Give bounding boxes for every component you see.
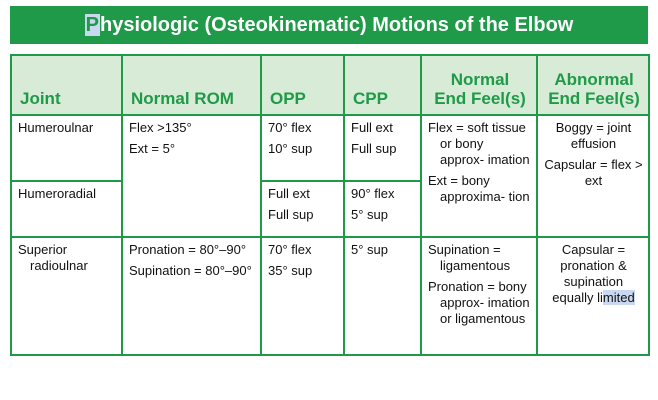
header-opp: OPP: [261, 55, 344, 115]
header-row: [11, 55, 649, 115]
aef-capsular-humeral: Capsular = flex > ext: [544, 157, 643, 188]
opp-radioulnar-2: 35° sup: [268, 263, 313, 278]
title-first-letter: P: [85, 14, 99, 36]
cell-opp-superior-radioulnar: [261, 237, 344, 355]
aef-highlighted-text: mited: [602, 290, 635, 305]
rom-supination: Supination = 80°–90°: [129, 263, 252, 278]
opp-radioulnar-1: 70° flex: [268, 242, 312, 257]
header-abnormal-end-feel-line2: End Feel(s): [548, 89, 640, 108]
table-title: [10, 6, 648, 44]
cell-rom-superior-radioulnar: [122, 237, 261, 355]
table-row-superior-radioulnar: [11, 237, 649, 355]
rom-pronation: Pronation = 80°–90°: [129, 242, 247, 257]
elbow-motions-table: [10, 54, 650, 356]
header-cpp: CPP: [344, 55, 421, 115]
elbow-motions-table-container: [10, 54, 648, 356]
opp-humeroradial-2: Full sup: [268, 207, 314, 222]
opp-humeroulnar-1: 70° flex: [268, 120, 312, 135]
cpp-humeroulnar-2: Full sup: [351, 141, 397, 156]
aef-capsular-radioulnar: [544, 242, 643, 306]
cell-abnormal-end-feel-radioulnar: [537, 237, 649, 355]
cell-cpp-superior-radioulnar: [344, 237, 421, 355]
cell-joint-humeroradial: Humeroradial: [11, 181, 122, 237]
cpp-humeroulnar-1: Full ext: [351, 120, 393, 135]
opp-humeroradial-1: Full ext: [268, 186, 310, 201]
cell-rom-humeral: [122, 115, 261, 237]
nef-flex: Flex = soft tissue or bony approx- imation: [428, 120, 530, 167]
header-normal-rom: Normal ROM: [122, 55, 261, 115]
header-normal-end-feel: [421, 55, 537, 115]
cpp-radioulnar-1: 5° sup: [351, 242, 389, 257]
opp-humeroulnar-2: 10° sup: [268, 141, 313, 156]
cpp-humeroradial-2: 5° sup: [351, 207, 389, 222]
header-abnormal-end-feel: [537, 55, 649, 115]
header-normal-end-feel-line1: Normal: [450, 70, 510, 89]
cell-normal-end-feel-humeral: [421, 115, 537, 237]
aef-capsular-radioulnar-text: Capsular = pronation & supination equally li: [552, 242, 627, 305]
header-joint: Joint: [11, 55, 122, 115]
header-normal-end-feel-line2: End Feel(s): [434, 89, 526, 108]
cell-abnormal-end-feel-humeral: [537, 115, 649, 237]
joint-superior-radioulnar-label: Superior radioulnar: [18, 242, 88, 273]
cell-cpp-humeroradial: [344, 181, 421, 237]
cell-joint-humeroulnar: Humeroulnar: [11, 115, 122, 181]
cell-cpp-humeroulnar: [344, 115, 421, 181]
cell-opp-humeroulnar: [261, 115, 344, 181]
cell-opp-humeroradial: [261, 181, 344, 237]
nef-supination: Supination = ligamentous: [428, 242, 511, 273]
nef-ext: Ext = bony approxima- tion: [428, 173, 530, 204]
header-abnormal-end-feel-line1: Abnormal: [554, 70, 634, 89]
rom-flex: Flex >135°: [129, 120, 192, 135]
rom-ext: Ext = 5°: [129, 141, 176, 156]
cell-normal-end-feel-radioulnar: [421, 237, 537, 355]
cpp-humeroradial-1: 90° flex: [351, 186, 395, 201]
table-row-humeroulnar: [11, 115, 649, 181]
title-text: hysiologic (Osteokinematic) Motions of the Elbow: [99, 14, 574, 36]
aef-boggy: Boggy = joint effusion: [555, 120, 632, 151]
nef-pronation: Pronation = bony approx- imation or ligamentous: [428, 279, 530, 326]
cell-joint-superior-radioulnar: [11, 237, 122, 355]
